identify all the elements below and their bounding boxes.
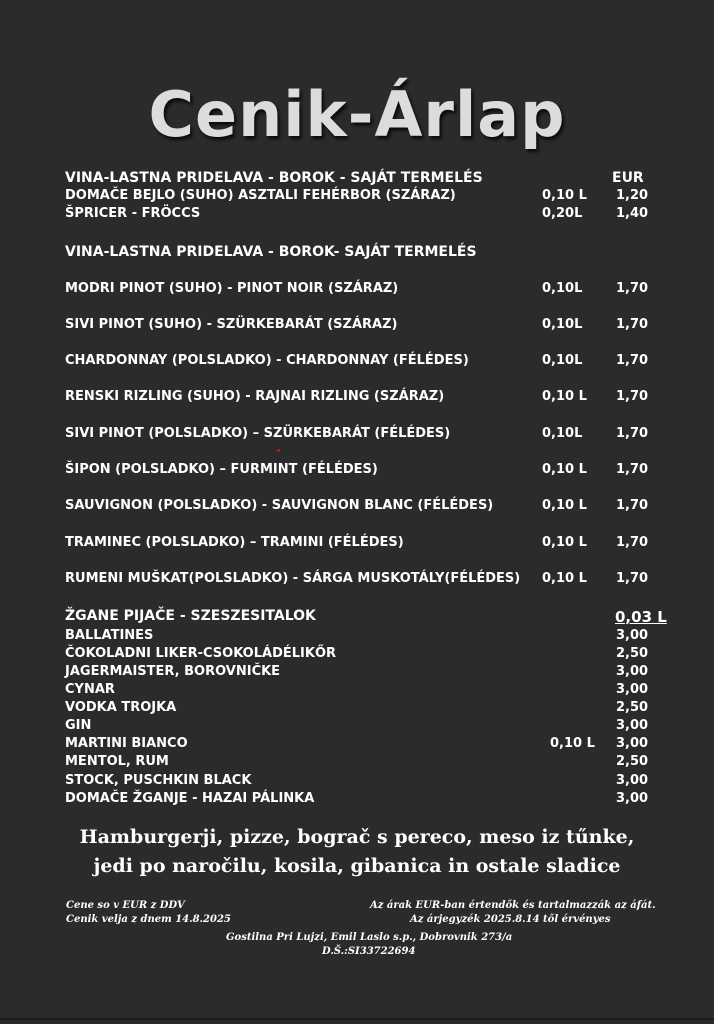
item-name: RENSKI RIZLING (SUHO) - RAJNAI RIZLING (SZÁRAZ) [65,389,445,404]
unit-label: 0,03 L [615,608,667,626]
item-price: 1,70 [616,353,649,368]
tagline-line-2: jedi po naročilu, kosila, gibanica in ostale sladice [93,855,621,877]
section-heading: ŽGANE PIJAČE - SZESZESITALOK [65,608,316,624]
item-name: RUMENI MUŠKAT(POLSLADKO) - SÁRGA MUSKOTÁLY(FÉLÉDES) [65,571,521,586]
menu-row [65,754,665,772]
section-wines2-header [65,244,665,262]
item-price: 3,00 [616,628,649,643]
item-name: ŠIPON (POLSLADKO) – FURMINT (FÉLÉDES) [65,462,378,477]
item-price: 1,70 [616,281,649,296]
item-price: 3,00 [616,682,649,697]
footer-tax-id: D.Š.:SI33722694 [322,946,416,957]
menu-row [65,628,665,646]
item-name: GIN [65,718,92,733]
menu-row [65,773,665,791]
item-name: SAUVIGNON (POLSLADKO) - SAUVIGNON BLANC (FÉLÉDES) [65,498,494,513]
footer-left-2: Cenik velja z dnem 14.8.2025 [66,914,231,925]
item-name: SIVI PINOT (POLSLADKO) – SZÜRKEBARÁT (FÉLÉDES) [65,426,451,441]
item-price: 3,00 [616,736,649,751]
item-name: MODRI PINOT (SUHO) - PINOT NOIR (SZÁRAZ) [65,281,399,296]
item-price: 3,00 [616,773,649,788]
item-price: 1,70 [616,426,649,441]
menu-row [65,646,665,664]
item-price: 3,00 [616,718,649,733]
item-price: 1,20 [616,188,649,203]
item-qty: 0,10L [542,317,583,332]
section-spirits-header [65,608,665,626]
item-price: 1,70 [616,498,649,513]
menu-row [65,535,665,553]
menu-row [65,281,665,299]
item-price: 1,70 [616,462,649,477]
item-name: MENTOL, RUM [65,754,169,769]
section-wines-header [65,170,665,188]
item-name: SIVI PINOT (SUHO) - SZÜRKEBARÁT (SZÁRAZ) [65,317,398,332]
item-name: DOMAČE ŽGANJE - HAZAI PÁLINKA [65,791,315,806]
item-name: STOCK, PUSCHKIN BLACK [65,773,252,788]
menu-row [65,718,665,736]
item-qty: 0,10L [542,426,583,441]
item-qty: 0,20L [542,206,583,221]
menu-row [65,389,665,407]
menu-row [65,462,665,480]
item-name: ŠPRICER - FRÖCCS [65,206,201,221]
currency-label: EUR [612,170,644,186]
section-heading: VINA-LASTNA PRIDELAVA - BOROK - SAJÁT TERMELÉS [65,170,483,186]
menu-row [65,664,665,682]
item-qty: 0,10 L [542,498,587,513]
item-name: JAGERMAISTER, BOROVNIČKE [65,664,281,679]
item-price: 2,50 [616,754,649,769]
menu-row [65,188,665,206]
section-heading: VINA-LASTNA PRIDELAVA - BOROK- SAJÁT TERMELÉS [65,244,477,260]
item-name: CYNAR [65,682,115,697]
item-qty: 0,10 L [542,389,587,404]
item-qty: 0,10 L [542,188,587,203]
tagline-line-1: Hamburgerji, pizze, bograč s pereco, meso iz tűnke, [79,826,635,848]
menu-row [65,736,665,754]
item-price: 1,70 [616,535,649,550]
item-qty: 0,10 L [542,462,587,477]
item-qty: 0,10L [542,353,583,368]
item-price: 1,70 [616,389,649,404]
menu-row [65,206,665,224]
menu-row [65,791,665,809]
item-price: 3,00 [616,791,649,806]
footer-left-1: Cene so v EUR z DDV [66,900,185,911]
item-price: 3,00 [616,664,649,679]
red-dot-mark [277,449,280,452]
item-name: CHARDONNAY (POLSLADKO) - CHARDONNAY (FÉLÉDES) [65,353,469,368]
menu-row [65,426,665,444]
menu-row [65,353,665,371]
item-name: ČOKOLADNI LIKER-CSOKOLÁDÉLIKŐR [65,646,337,661]
footer-address: Gostilna Pri Lujzi, Emil Laslo s.p., Dobrovnik 273/a [226,932,513,943]
footer-right-2: Az árjegyzék 2025.8.14 től érvényes [410,914,611,925]
item-price: 1,70 [616,317,649,332]
bottom-divider [0,1018,714,1020]
item-price: 1,70 [616,571,649,586]
menu-row [65,571,665,589]
item-qty: 0,10L [542,281,583,296]
item-price: 2,50 [616,700,649,715]
page-title: Cenik-Árlap [148,78,566,151]
menu-row [65,682,665,700]
item-name: BALLATINES [65,628,154,643]
item-name: TRAMINEC (POLSLADKO) – TRAMINI (FÉLÉDES) [65,535,404,550]
menu-row [65,498,665,516]
footer-right-1: Az árak EUR-ban értendők és tartalmazzák az áfát. [370,900,656,911]
item-price: 2,50 [616,646,649,661]
item-qty: 0,10 L [542,535,587,550]
item-price: 1,40 [616,206,649,221]
item-qty: 0,10 L [542,571,587,586]
item-name: VODKA TROJKA [65,700,177,715]
item-name: DOMAČE BEJLO (SUHO) ASZTALI FEHÉRBOR (SZÁRAZ) [65,188,456,203]
item-qty: 0,10 L [550,736,595,751]
menu-row [65,700,665,718]
menu-row [65,317,665,335]
item-name: MARTINI BIANCO [65,736,188,751]
